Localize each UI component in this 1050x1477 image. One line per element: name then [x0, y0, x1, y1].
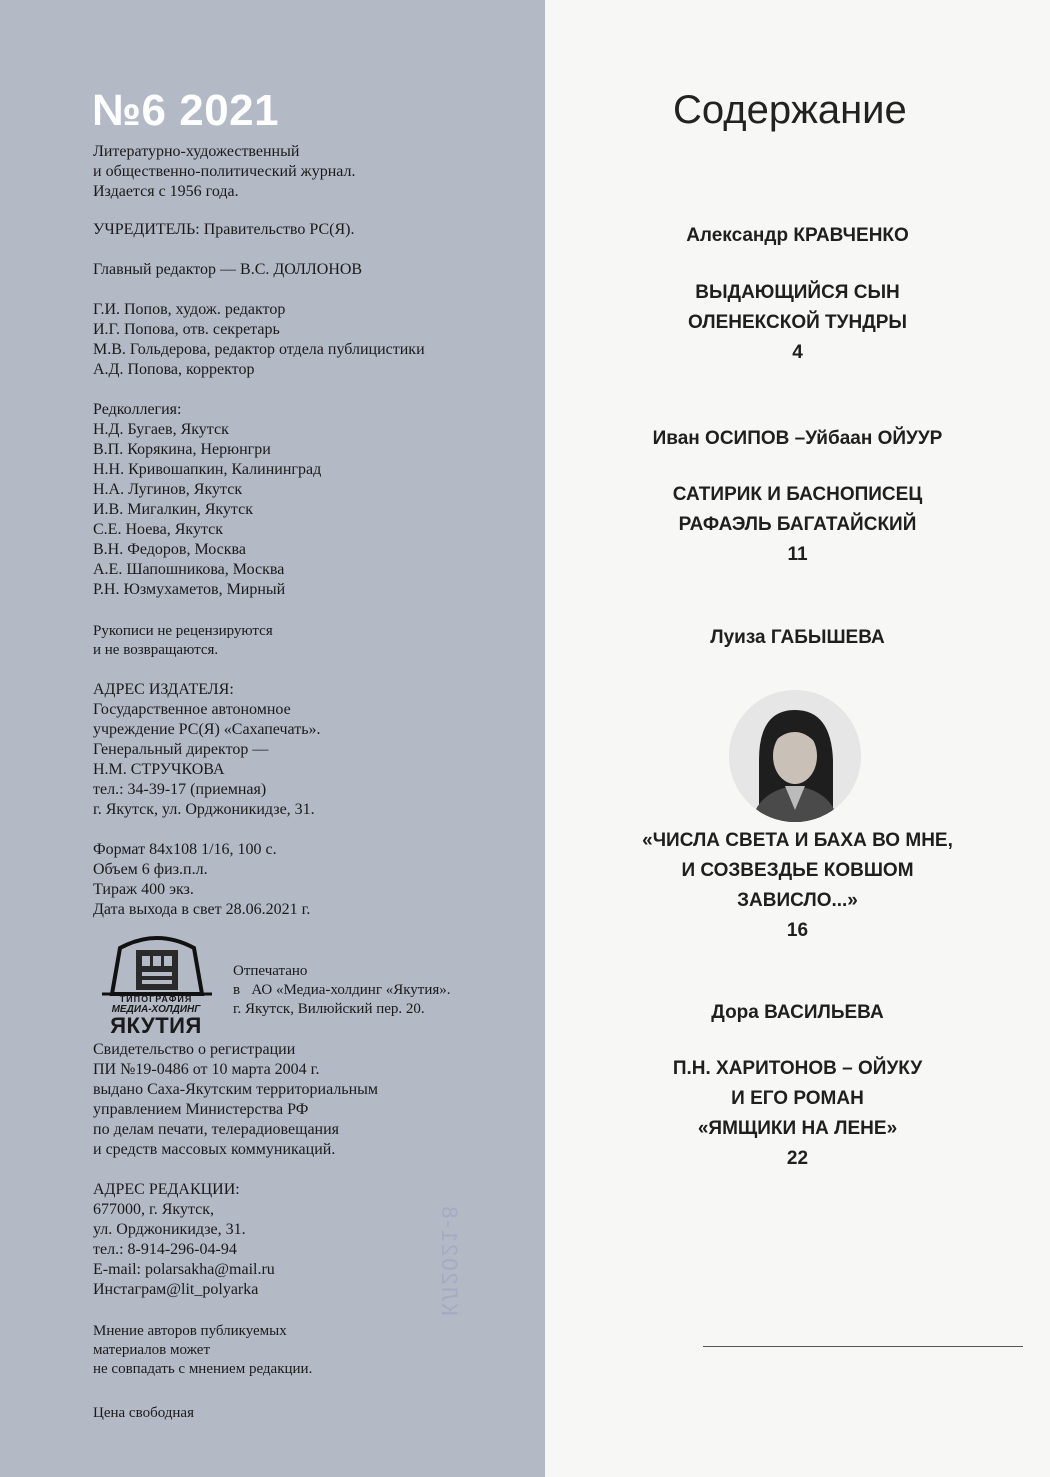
chief-editor: Главный редактор — В.С. ДОЛЛОНОВ — [93, 261, 363, 278]
toc-page-number: 22 — [786, 1148, 809, 1169]
price: Цена свободная — [93, 1405, 194, 1421]
logo-caption: ТИПОГРАФИЯ МЕДИА-ХОЛДИНГ ЯКУТИЯ — [110, 994, 202, 1038]
printed-by: Отпечатано в АО «Медиа-холдинг «Якутия». г. Якутск, Вилюйский пер. 20. — [233, 963, 451, 1017]
toc-page-number: 11 — [787, 544, 808, 565]
publisher-address: АДРЕС ИЗДАТЕЛЯ: Государственное автономное учреждение РС(Я) «Сахапечать». Генеральный директор — Н.М. СТРУЧКОВА тел.: 34-39-17 (приемная) г. Якутск, ул. Орджоникидзе, 31. — [93, 681, 321, 818]
registration-certificate: Свидетельство о регистрации ПИ №19-0486 от 10 марта 2004 г. выдано Саха-Якутским территориальным управлением Министерства РФ по делам печати, телерадиовещания и средств массовых коммуникаций. — [93, 1041, 379, 1158]
toc-page-number: 16 — [786, 920, 809, 941]
contents-heading: Содержание — [673, 88, 907, 132]
founder: УЧРЕДИТЕЛЬ: Правительство РС(Я). — [93, 221, 355, 238]
toc-article-title: САТИРИК И БАСНОПИСЕЦ РАФАЭЛЬ БАГАТАЙСКИЙ 11 — [545, 480, 1050, 570]
print-format: Формат 84x108 1/16, 100 с. Объем 6 физ.п.л. Тираж 400 экз. Дата выхода в свет 28.06.2021 г. — [93, 841, 311, 918]
toc-author: Дора ВАСИЛЬЕВА — [711, 1002, 884, 1023]
author-portrait — [729, 690, 861, 822]
issue-number: №6 2021 — [92, 86, 280, 135]
toc-author: Луиза ГАБЫШЕВА — [710, 627, 885, 648]
toc-author: Александр КРАВЧЕНКО — [686, 225, 909, 246]
toc-article-title: «ЧИСЛА СВЕТА И БАХА ВО МНЕ, И СОЗВЕЗДЬЕ КОВШОМ ЗАВИСЛО...» 16 — [545, 826, 1050, 946]
disclaimer: Мнение авторов публикуемых материалов может не совпадать с мнением редакции. — [93, 1323, 313, 1377]
journal-description: Литературно-художественный и общественно-политический журнал. Издается с 1956 года. — [93, 143, 356, 200]
toc-article-title: П.Н. ХАРИТОНОВ – ОЙУКУ И ЕГО РОМАН «ЯМЩИКИ НА ЛЕНЕ» 22 — [545, 1054, 1050, 1174]
library-stamp: КЛ2021-8 — [437, 1204, 462, 1316]
editorial-address: АДРЕС РЕДАКЦИИ: 677000, г. Якутск, ул. Орджоникидзе, 31. тел.: 8-914-296-04-94 E-mail: polarsakha@mail.ru Инстаграм@lit_polyarka — [93, 1181, 275, 1298]
bottom-rule — [703, 1346, 1023, 1347]
editorial-board: Редколлегия: Н.Д. Бугаев, Якутск В.П. Корякина, Нерюнгри Н.Н. Кривошапкин, Калининград Н.А. Лугинов, Якутск И.В. Мигалкин, Якутск С.Е. Ноева, Якутск В.Н. Федоров, Москва А.Е. Шапошникова, Москва Р.Н. Юзмухаметов, Мирный — [93, 401, 322, 598]
manuscripts-note: Рукописи не рецензируются и не возвращаются. — [93, 623, 273, 658]
editorial-staff: Г.И. Попов, худож. редактор И.Г. Попова, отв. секретарь М.В. Гольдерова, редактор отдела публицистики А.Д. Попова, корректор — [93, 301, 425, 378]
toc-author: Иван ОСИПОВ –Уйбаан ОЙУУР — [652, 428, 943, 449]
toc-article-title: ВЫДАЮЩИЙСЯ СЫН ОЛЕНЕКСКОЙ ТУНДРЫ 4 — [545, 278, 1050, 368]
toc-page-number: 4 — [792, 342, 803, 363]
